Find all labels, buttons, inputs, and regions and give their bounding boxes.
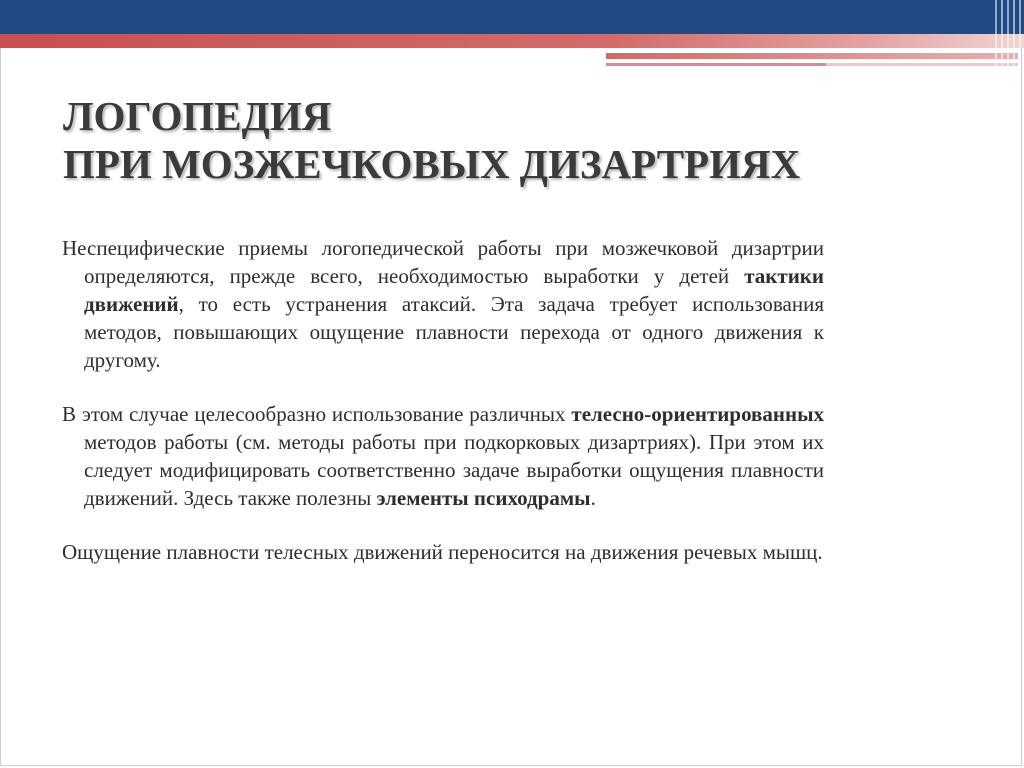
header-blue-band <box>0 0 1024 34</box>
header-accent-fade-line <box>826 63 1018 66</box>
slide-body <box>62 234 824 592</box>
paragraph-3 <box>62 538 824 566</box>
slide-title <box>63 92 943 188</box>
paragraph-2-bold-1: телесно-ориентированных <box>571 402 824 426</box>
paragraph-2 <box>62 400 824 512</box>
paragraph-1-bold: тактики движений <box>84 264 824 316</box>
paragraph-2-bold-2: элементы психодрамы <box>376 486 591 510</box>
paragraph-1 <box>62 234 824 374</box>
paragraph-2-text: В этом случае целесообразно использование различных <box>62 402 572 426</box>
header-stripes-decoration <box>992 0 1024 70</box>
title-line-1: ЛОГОПЕДИЯ <box>63 93 332 139</box>
header-red-band <box>0 34 1024 48</box>
paragraph-2-text-end: . <box>590 486 596 510</box>
title-line-2: ПРИ МОЗЖЕЧКОВЫХ ДИЗАРТРИЯХ <box>63 141 801 187</box>
paragraph-2-text-mid: методов работы (см. методы работы при подкорковых дизартриях). При этом их следует модифицировать соответственно задаче выработки ощущения плавности движений. Здесь также полезны <box>84 430 824 510</box>
paragraph-1-text-end: , то есть устранения атаксий. Эта задача требует использования методов, повышающих ощущение плавности перехода от одного движения к другому. <box>84 292 824 372</box>
header-accent-thin-line <box>606 63 826 66</box>
paragraph-1-text: Неспецифические приемы логопедической работы при мозжечковой дизартрии определяются, прежде всего, необходимостью выработки у детей <box>62 236 824 288</box>
paragraph-3-text: Ощущение плавности телесных движений переносится на движения речевых мышц. <box>62 540 823 564</box>
header-accent-line <box>606 53 1018 59</box>
